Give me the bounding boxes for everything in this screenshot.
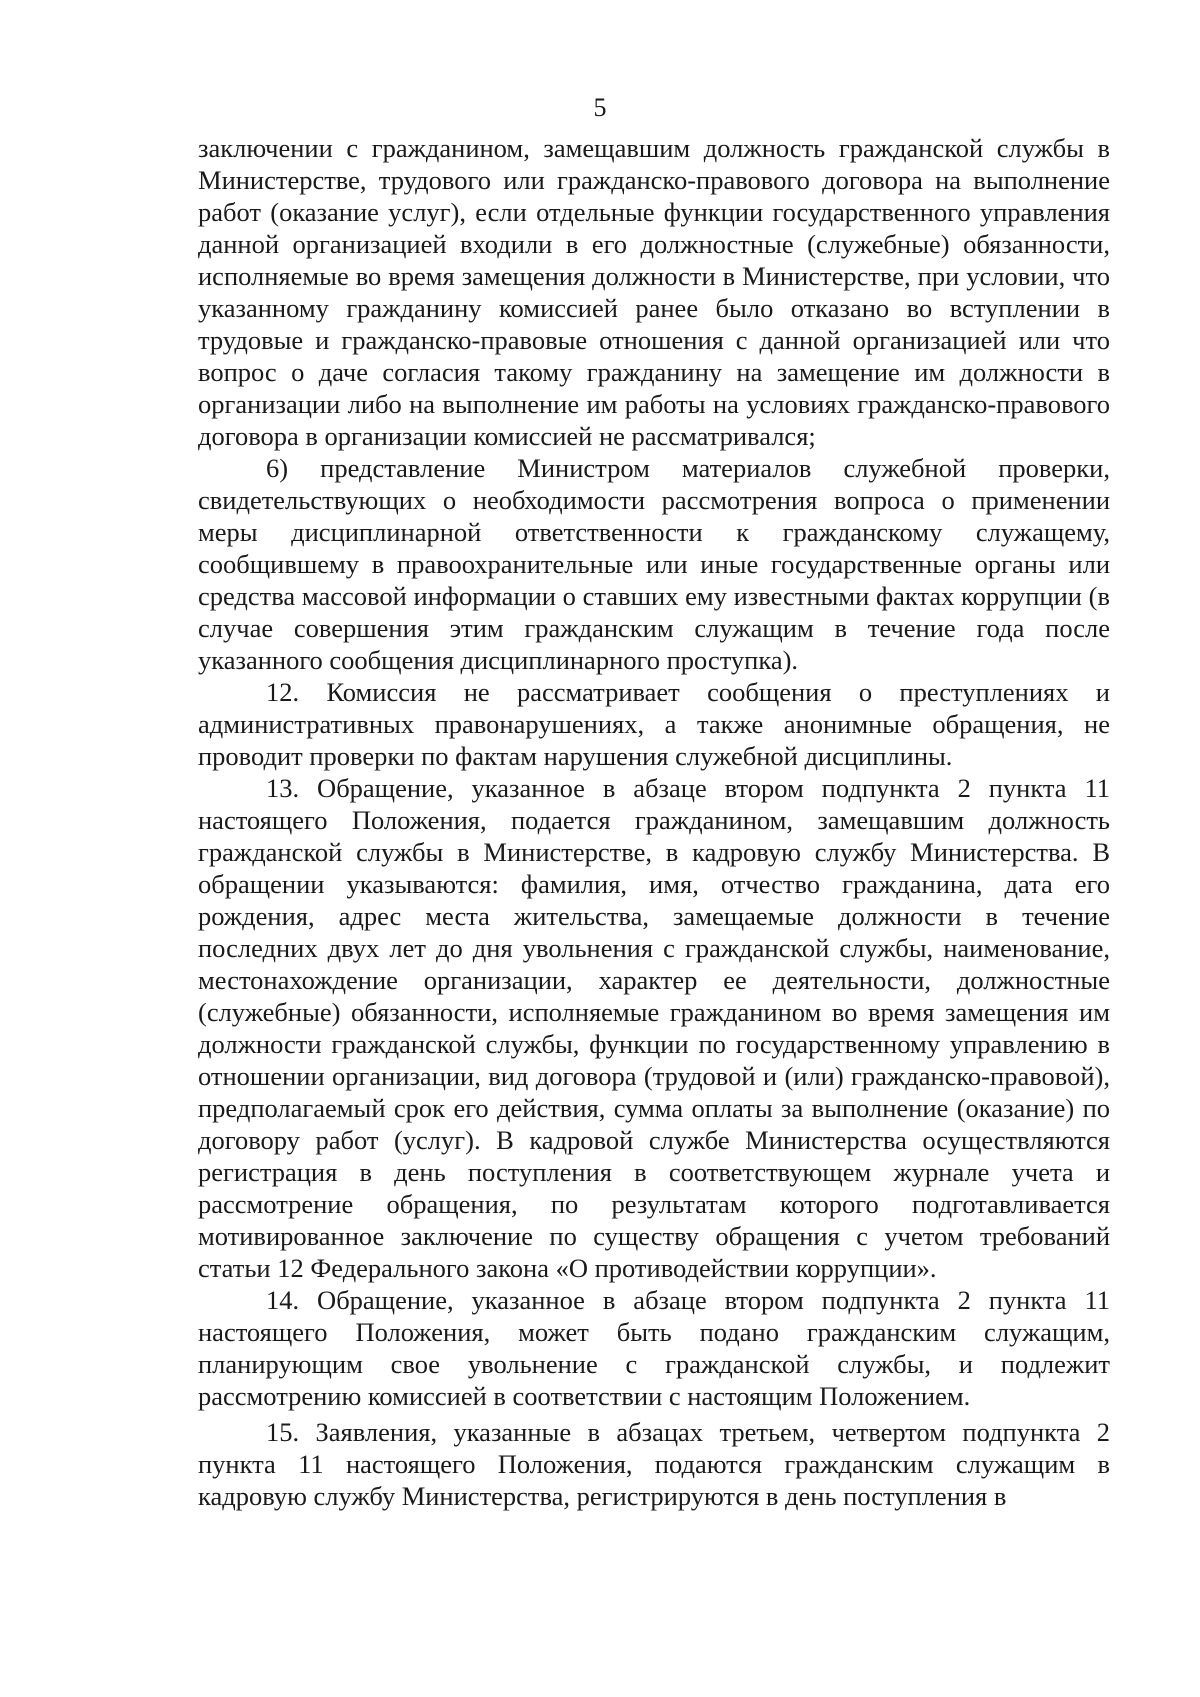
page-number: 5 <box>593 93 607 122</box>
paragraph-item-12: 12. Комиссия не рассматривает сообщения о преступлениях и административных правонарушениях, а также анонимные обращения, не проводит проверки по фактам нарушения служебной дисциплины. <box>198 677 1110 771</box>
paragraph-item-13: 13. Обращение, указанное в абзаце втором подпункта 2 пункта 11 настоящего Положения, подается гражданином, замещавшим должность гражданской службы в Министерстве, в кадровую службу Министерства. В обращении указываются: фамилия, имя, отчество гражданина, дата его рождения, адрес места жительства, замещаемые должности в течение последних двух лет до дня увольнения с гражданской службы, наименование, местонахождение организации, характер ее деятельности, должностные (служебные) обязанности, исполняемые гражданином во время замещения им должности гражданской службы, функции по государственному управлению в отношении организации, вид договора (трудовой и (или) гражданско-правовой), предполагаемый срок его действия, сумма оплаты за выполнение (оказание) по договору работ (услуг). В кадровой службе Министерства осуществляются регистрация в день поступления в соответствующем журнале учета и рассмотрение обращения, по результатам которого подготавливается мотивированное заключение по существу обращения с учетом требований статьи 12 Федерального закона «О противодействии коррупции». <box>198 773 1110 1283</box>
paragraph-item-15: 15. Заявления, указанные в абзацах третьем, четвертом подпункта 2 пункта 11 настоящего Положения, подаются гражданским служащим в кадровую службу Министерства, регистрируются в день поступления в <box>198 1417 1110 1511</box>
paragraph-item-14: 14. Обращение, указанное в абзаце втором подпункта 2 пункта 11 настоящего Положения, может быть подано гражданским служащим, планирующим свое увольнение с гражданской службы, и подлежит рассмотрению комиссией в соответствии с настоящим Положением. <box>198 1285 1110 1411</box>
paragraph-subitem-6: 6) представление Министром материалов служебной проверки, свидетельствующих о необходимости рассмотрения вопроса о применении меры дисциплинарной ответственности к гражданскому служащему, сообщившему в правоохранительные или иные государственные органы или средства массовой информации о ставших ему известными фактах коррупции (в случае совершения этим гражданским служащим в течение года после указанного сообщения дисциплинарного проступка). <box>198 453 1110 675</box>
paragraph-continuation: заключении с гражданином, замещавшим должность гражданской службы в Министерстве, трудового или гражданско-правового договора на выполнение работ (оказание услуг), если отдельные функции государственного управления данной организацией входили в его должностные (служебные) обязанности, исполняемые во время замещения должности в Министерстве, при условии, что указанному гражданину комиссией ранее было отказано во вступлении в трудовые и гражданско-правовые отношения с данной организацией или что вопрос о даче согласия такому гражданину на замещение им должности в организации либо на выполнение им работы на условиях гражданско-правового договора в организации комиссией не рассматривался; <box>198 133 1110 451</box>
document-body <box>198 132 1110 1512</box>
